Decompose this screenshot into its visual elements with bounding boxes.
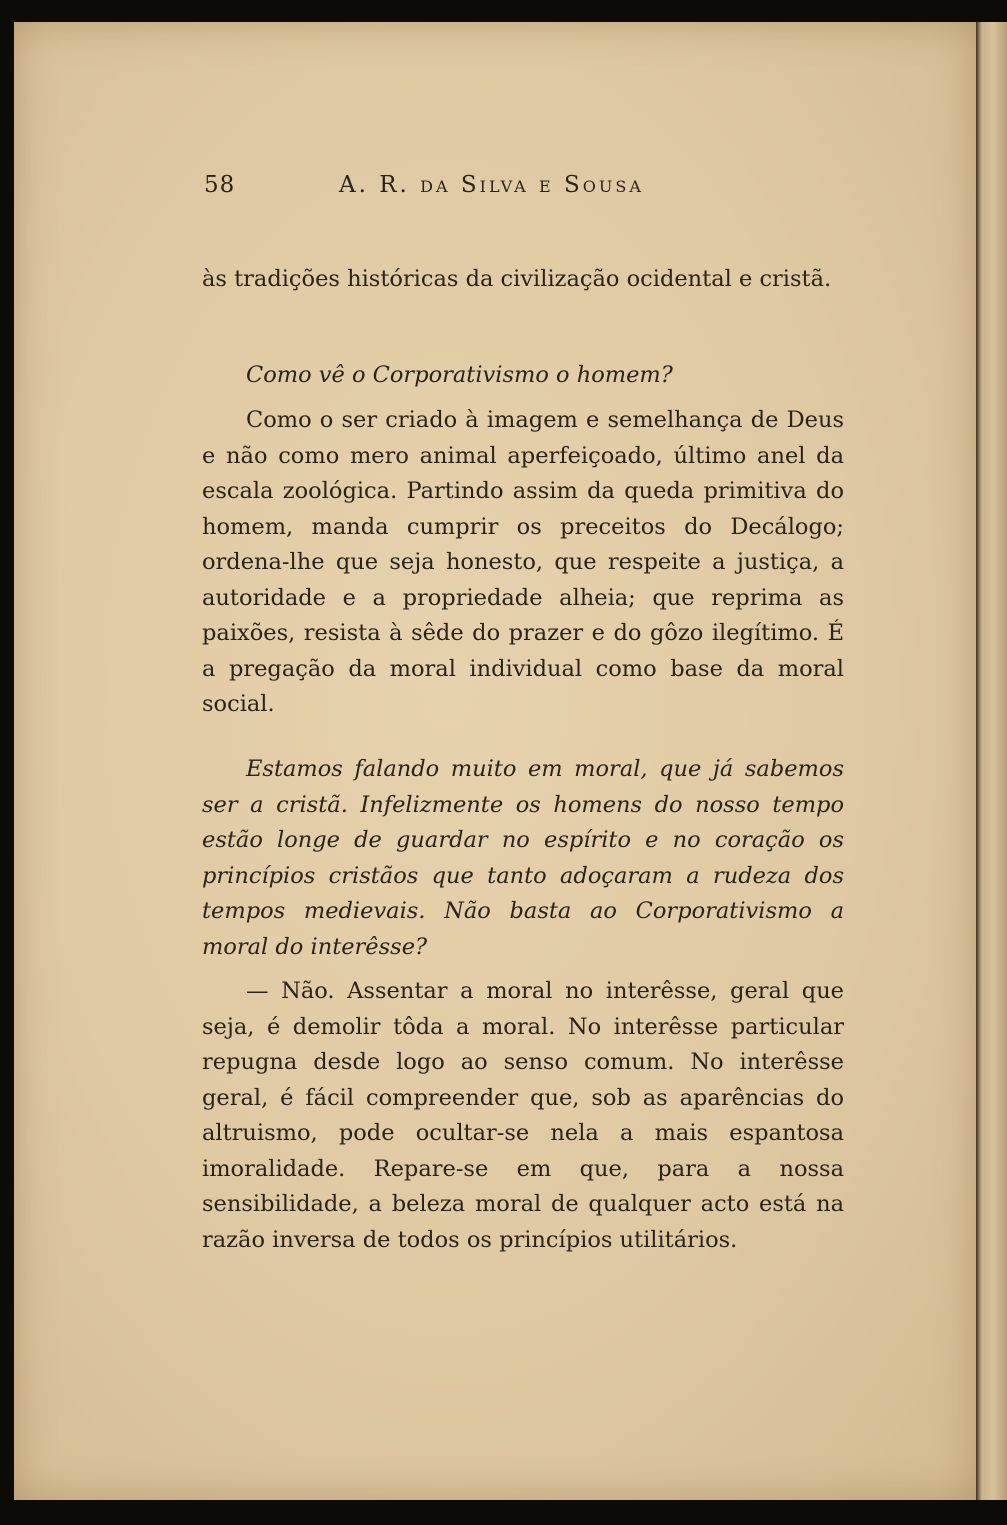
running-head: A. R. da Silva e Sousa [339, 172, 644, 198]
paragraph-continuation: às tradições históricas da civilização ocidental e cristã. [202, 266, 832, 292]
adjacent-page-edge [976, 22, 1007, 1500]
question-paragraph: Estamos falando muito em moral, que já sabemos ser a cristã. Infelizmente os homens do nosso tempo estão longe de guardar no espírito e no coração os princípios cristãos que tanto adoçaram a rudeza dos tempos medievais. Não basta ao Corporativismo a moral do interêsse? [202, 756, 844, 960]
page-header [204, 172, 864, 212]
answer-paragraph-2: — Não. Assentar a moral no interêsse, geral que seja, é demolir tôda a moral. No interêsse particular repugna desde logo ao senso comum. No interêsse geral, é fácil compreender que, sob as aparências do altruismo, pode ocultar-se nela a mais espantosa imoralidade. Repare-se em que, para a nossa sensibilidade, a beleza moral de qualquer acto está na razão inversa de todos os princípios utilitários. [202, 978, 844, 1253]
book-page [14, 22, 976, 1500]
page-number: 58 [204, 172, 236, 198]
answer-paragraph: Como o ser criado à imagem e semelhança de Deus e não como mero animal aperfeiçoado, último anel da escala zoológica. Partindo assim da queda primitiva do homem, manda cumprir os preceitos do Decálogo; ordena-lhe que seja honesto, que respeite a justiça, a autoridade e a propriedade alheia; que reprima as paixões, resista à sêde do prazer e do gôzo ilegítimo. É a pregação da moral individual como base da moral social. [202, 407, 844, 717]
question-heading: Como vê o Corporativismo o homem? [246, 362, 673, 388]
